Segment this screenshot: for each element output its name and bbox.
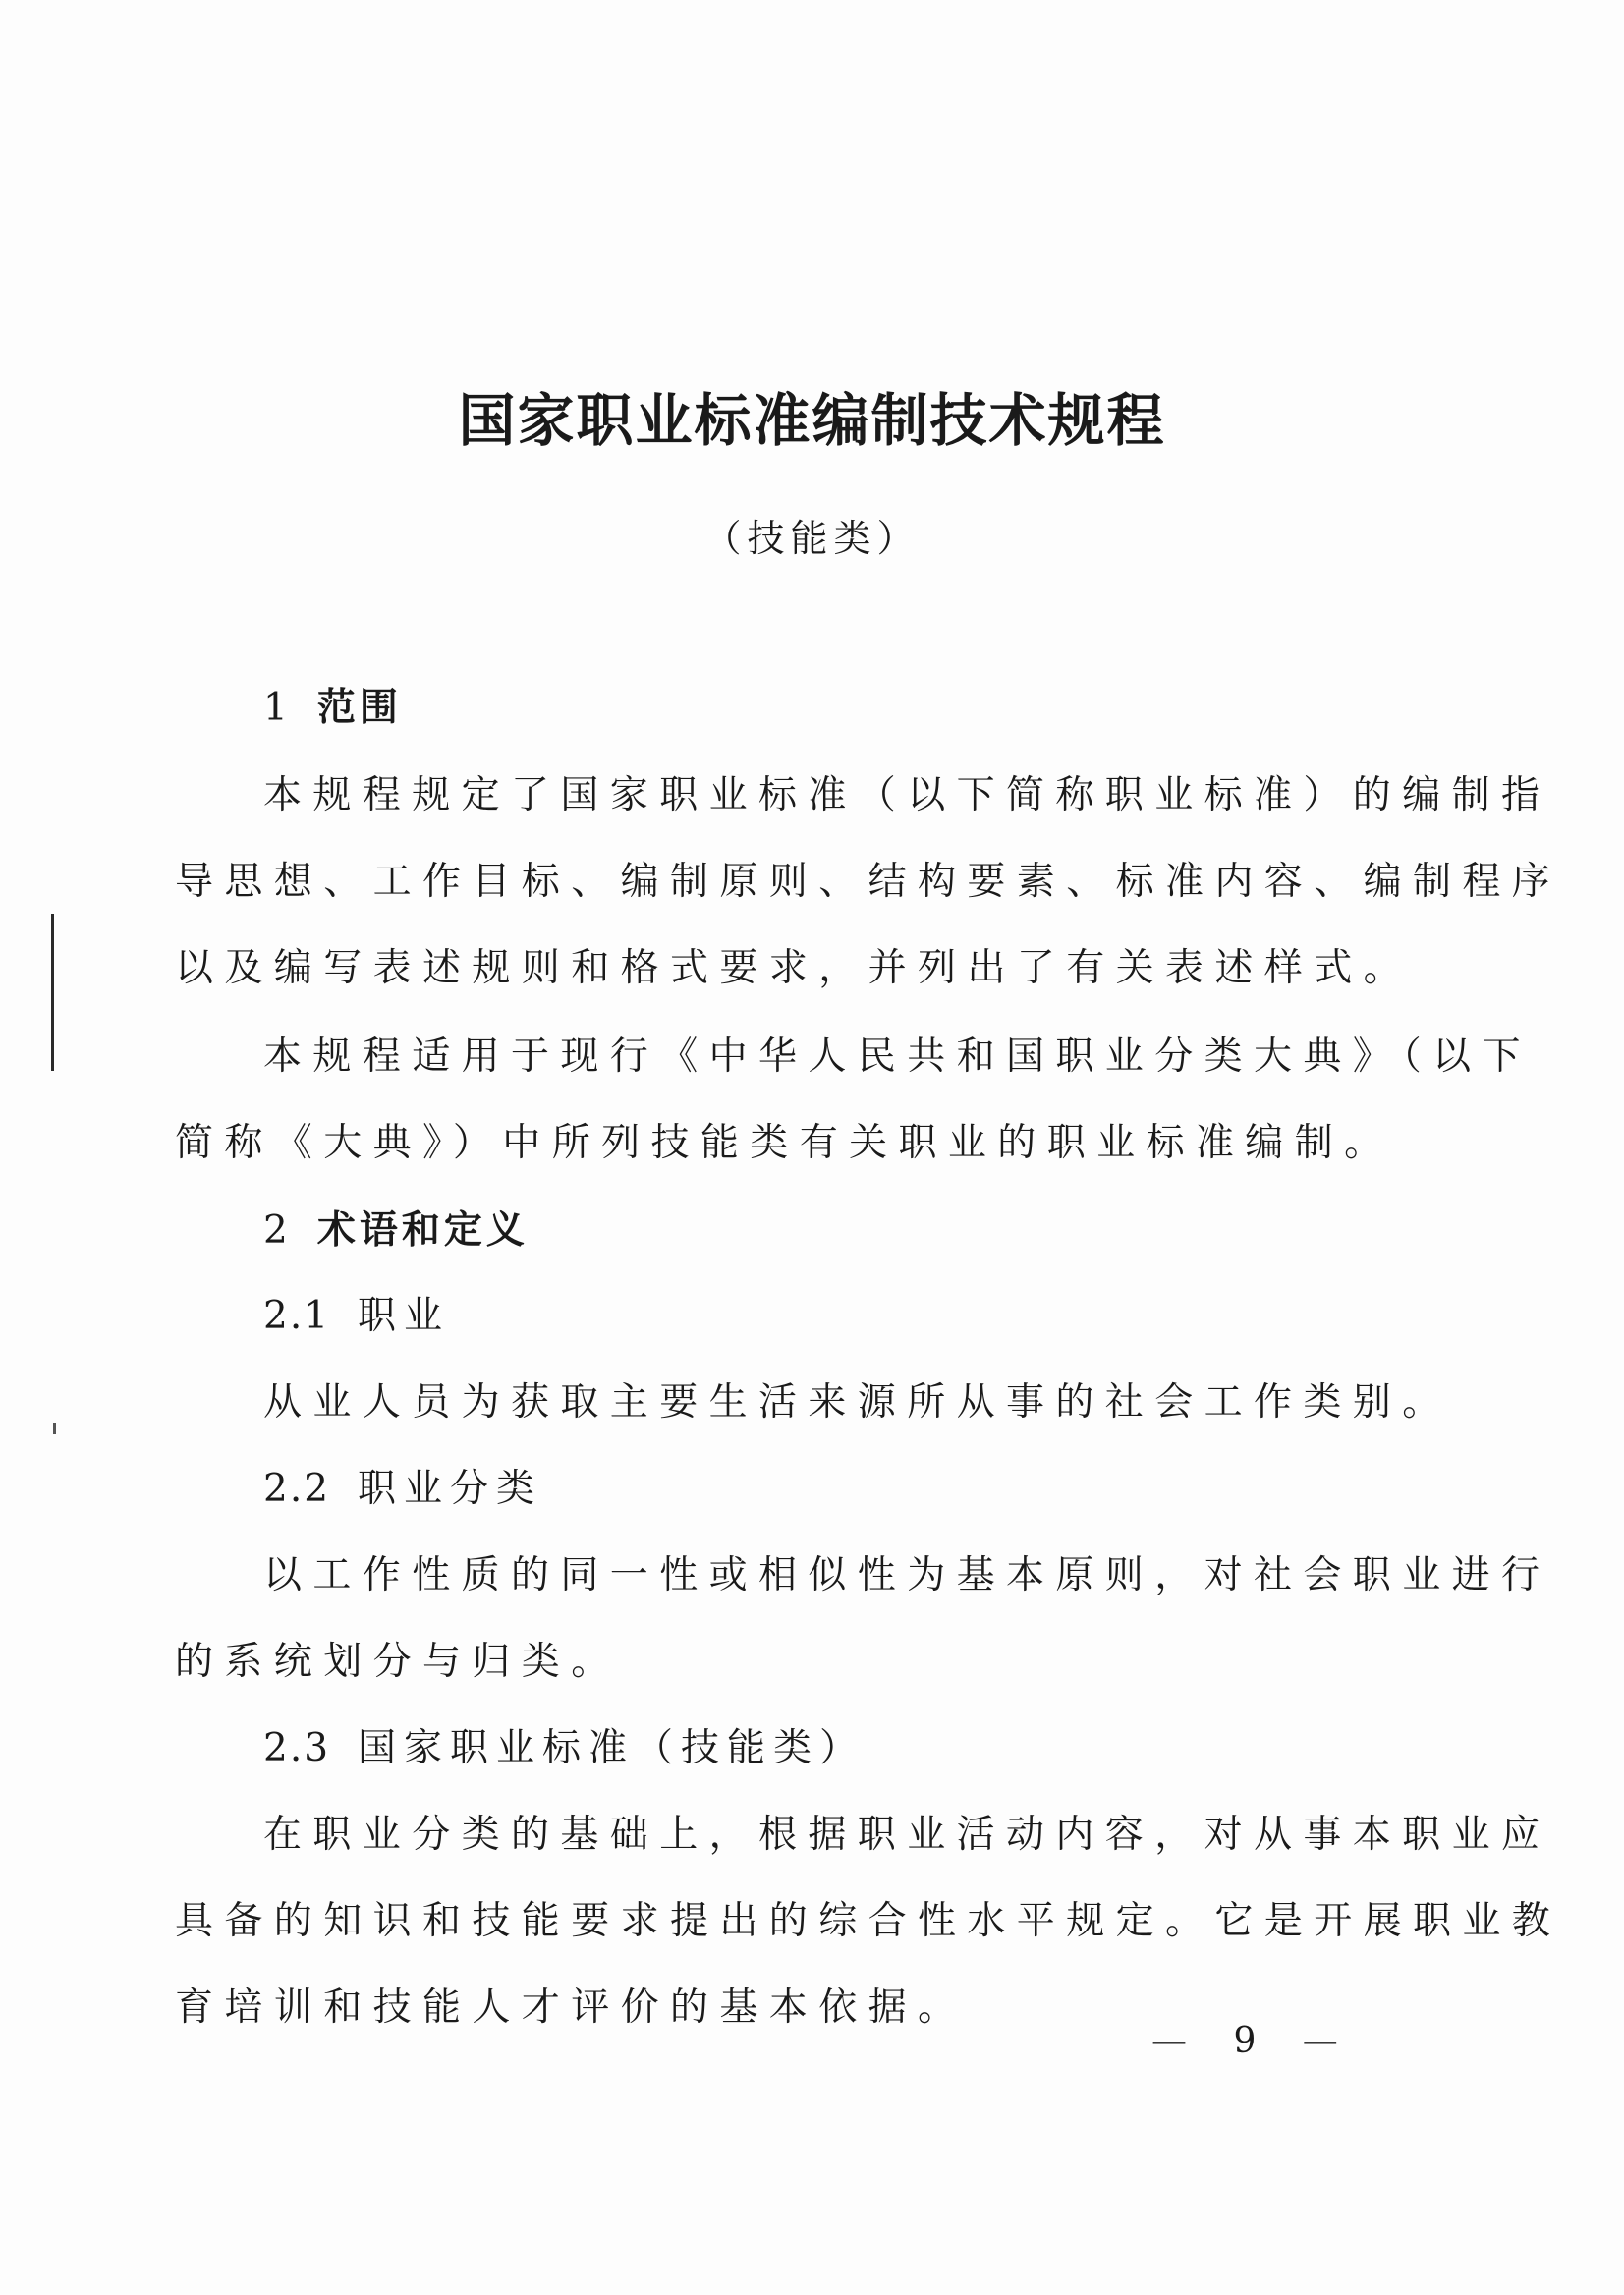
section-number: 1 bbox=[263, 686, 292, 730]
subsection-number: 2.3 bbox=[263, 1726, 331, 1770]
scan-edge-mark bbox=[51, 914, 54, 1071]
paragraph-line: 在职业分类的基础上，根据职业活动内容，对从事本职业应 bbox=[263, 1813, 1551, 1857]
paragraph-line: 以及编写表述规则和格式要求，并列出了有关表述样式。 bbox=[175, 946, 1414, 990]
section-title: 范围 bbox=[316, 685, 402, 730]
subsection-2-1-heading bbox=[263, 1287, 450, 1346]
subsection-number: 2.2 bbox=[263, 1467, 331, 1511]
paragraph-line: 本规程规定了国家职业标准（以下简称职业标准）的编制指 bbox=[263, 773, 1551, 817]
paragraph-line: 的系统划分与归类。 bbox=[175, 1640, 621, 1684]
document-subtitle: （技能类） bbox=[703, 517, 921, 560]
subsection-title: 国家职业标准（技能类） bbox=[358, 1726, 867, 1770]
subsection-title: 职业分类 bbox=[358, 1467, 543, 1511]
scan-edge-dot bbox=[53, 1423, 56, 1434]
subsection-2-3-heading bbox=[263, 1719, 866, 1778]
section-1-heading bbox=[263, 678, 402, 738]
paragraph-line: 具备的知识和技能要求提出的综合性水平规定。它是开展职业教 bbox=[175, 1899, 1562, 1943]
subsection-title: 职业 bbox=[358, 1294, 451, 1338]
document-title: 国家职业标准编制技术规程 bbox=[458, 387, 1166, 454]
section-2-heading bbox=[263, 1201, 529, 1260]
paragraph-line: 育培训和技能人才评价的基本依据。 bbox=[175, 1986, 968, 2030]
page-number: — 9 — bbox=[1151, 2021, 1356, 2061]
section-title: 术语和定义 bbox=[316, 1207, 529, 1253]
paragraph-line: 本规程适用于现行《中华人民共和国职业分类大典》（以下 bbox=[263, 1035, 1532, 1079]
paragraph-line: 导思想、工作目标、编制原则、结构要素、标准内容、编制程序 bbox=[175, 860, 1562, 904]
section-number: 2 bbox=[263, 1208, 292, 1253]
paragraph-line: 从业人员为获取主要生活来源所从事的社会工作类别。 bbox=[263, 1380, 1452, 1425]
paragraph-line: 简称《大典》）中所列技能类有关职业的职业标准编制。 bbox=[175, 1121, 1394, 1165]
subsection-2-2-heading bbox=[263, 1460, 542, 1519]
subsection-number: 2.1 bbox=[263, 1294, 331, 1338]
paragraph-line: 以工作性质的同一性或相似性为基本原则，对社会职业进行 bbox=[263, 1553, 1551, 1597]
